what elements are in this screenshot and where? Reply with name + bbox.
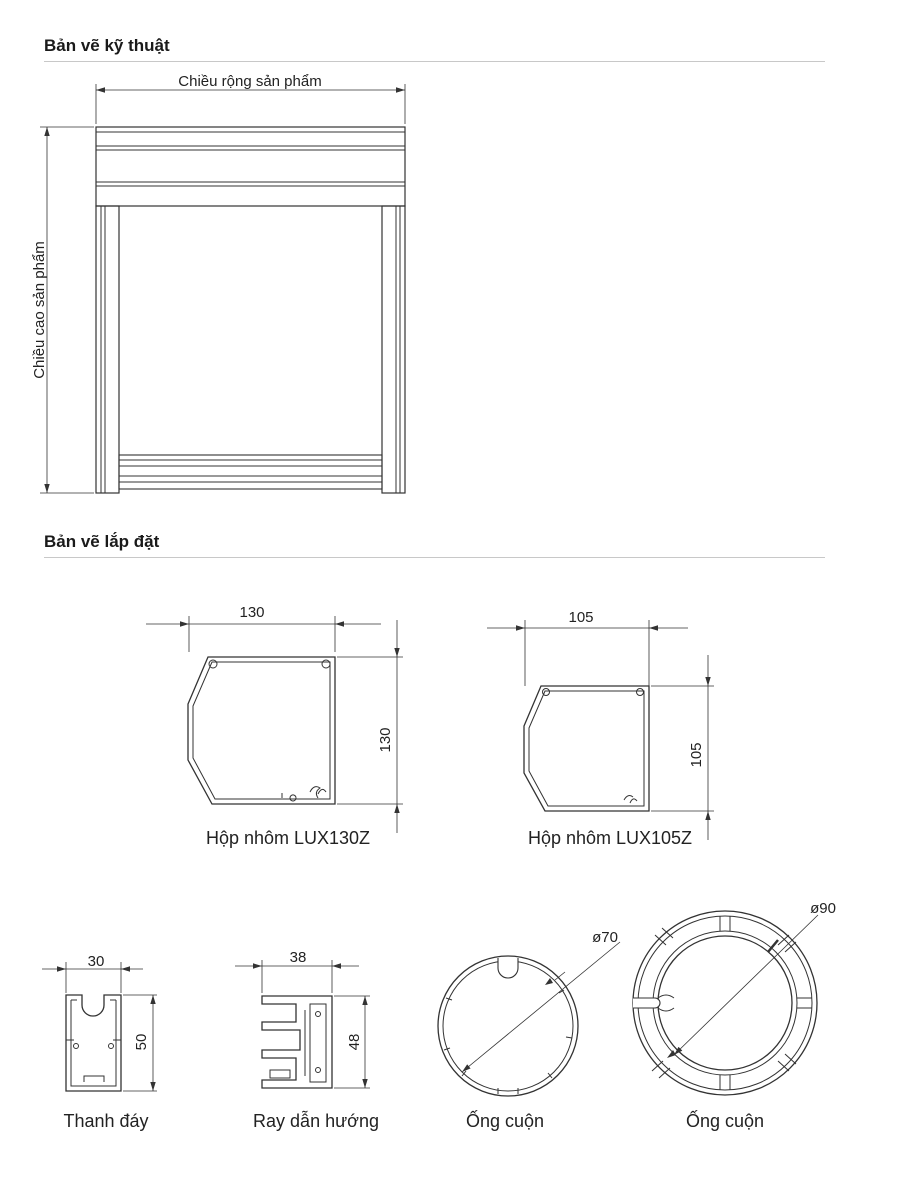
roller-tube-70-diameter: ø70 [592,929,618,946]
roller-tube-90-profile [633,911,818,1095]
bottom-bar-width: 30 [87,953,105,970]
box2-width: 105 [568,609,594,626]
guide-rail-caption: Ray dẫn hướng [253,1111,379,1131]
width-label: Chiều rộng sản phẩm [178,73,322,90]
box-lux130z-drawing [146,616,403,833]
section-title-technical: Bản vẽ kỹ thuật [44,36,170,55]
bottom-bar-profile [42,962,157,1091]
roller-tube-70-profile [438,942,620,1096]
guide-rail-width: 38 [289,949,307,966]
box2-height: 105 [688,742,705,768]
roller-tube-70-caption: Ống cuộn [465,1111,545,1131]
roller-tube-90-diameter: ø90 [810,900,836,917]
section-title-installation: Bản vẽ lắp đặt [44,532,160,551]
bottom-bar-caption: Thanh đáy [63,1111,149,1131]
box1-width: 130 [239,604,265,621]
box1-height: 130 [377,727,394,753]
box1-caption: Hộp nhôm LUX130Z [205,828,371,848]
height-label: Chiều cao sản phẩm [31,241,48,379]
box-lux105z-drawing [487,620,714,840]
roller-tube-90-caption: Ống cuộn [685,1111,765,1131]
guide-rail-height: 48 [346,1033,363,1051]
bottom-bar-height: 50 [133,1033,150,1051]
guide-rail-profile [235,960,370,1088]
box2-caption: Hộp nhôm LUX105Z [527,828,693,848]
technical-drawing [40,84,405,493]
